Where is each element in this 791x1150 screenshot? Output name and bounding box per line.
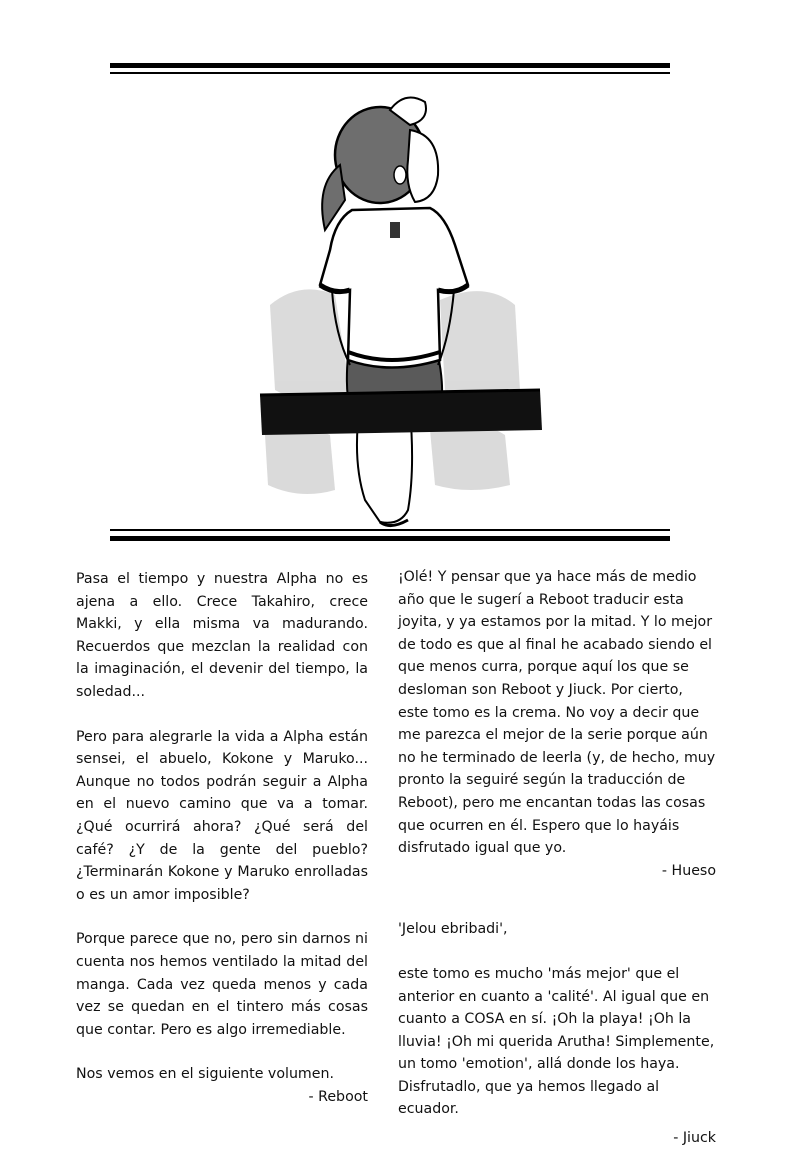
left-paragraph-3: Porque parece que no, pero sin darnos ni cuenta nos hemos ventilado la mitad del manga. Cada vez queda menos y cada vez se quedan en el tintero más cosas que contar. Pero es algo irremediable. (76, 931, 368, 1038)
bottom-rule-thin (110, 529, 670, 531)
top-rule-thick (110, 63, 670, 68)
left-paragraph-1: Pasa el tiempo y nuestra Alpha no es ajena a ello. Crece Takahiro, crece Makki, y ella misma va madurando. Recuerdos que mezclan la realidad con la imaginación, el devenir del tiempo, la soledad... (76, 571, 368, 700)
right-greeting: 'Jelou ebribadi', (398, 921, 508, 938)
left-paragraph-2: Pero para alegrarle la vida a Alpha están sensei, el abuelo, Kokone y Maruko... Aunque no todos podrán seguir a Alpha en el nuevo camino que va a tomar. ¿Qué ocurrirá ahora? ¿Qué será del café? ¿Y de la gente del pueblo? ¿Terminarán Kokone y Maruko enrolladas o es un amor imposible? (76, 728, 368, 903)
top-rule-thin (110, 72, 670, 74)
signature-hueso: - Hueso (661, 862, 716, 879)
right-note-1: ¡Olé! Y pensar que ya hace más de medio año que le sugerí a Reboot traducir esta joyita, y ya estamos por la mitad. Y lo mejor de todo es que al final he acabado siendo el que menos curra, porque aquí los que se desloman son Reboot y Jiuck. Por cierto, este tomo es la crema. No voy a decir que me parezca el mejor de la serie porque aún no he terminado de leerla (y, de hecho, muy pronto la seguiré según la traducción de Reboot), pero me encantan todas las cosas que ocurren en él. Espero que lo hayáis disfrutado igual que yo. (398, 569, 716, 857)
right-note-2: este tomo es mucho 'más mejor' que el anterior en cuanto a 'calité'. Al igual que en cuanto a COSA en sí. ¡Oh la playa! ¡Oh la lluvia! ¡Oh mi querida Arutha! Simplemente, un tomo 'emotion', allá donde los haya. Disfrutadlo, que ya hemos llegado al ecuador. (398, 965, 715, 1118)
bottom-rule-thick (110, 536, 670, 541)
signature-jiuck: - Jiuck (673, 1130, 716, 1147)
girl-on-rail-illustration (240, 90, 560, 530)
left-closing: Nos vemos en el siguiente volumen. (76, 1066, 334, 1083)
signature-reboot: - Reboot (308, 1088, 368, 1105)
left-column (76, 568, 368, 1108)
right-column (398, 566, 716, 1150)
